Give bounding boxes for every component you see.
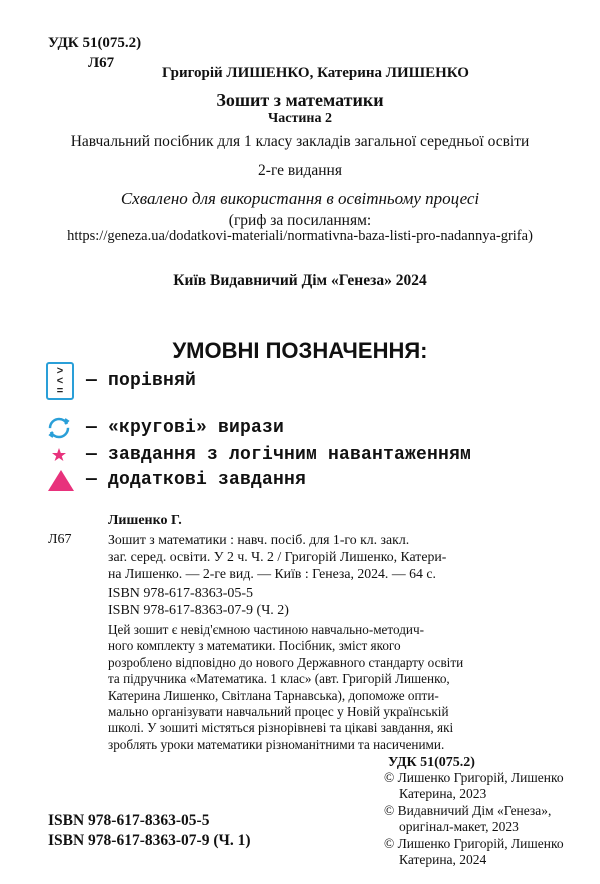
publisher-line: Київ Видавничий Дім «Генеза» 2024 bbox=[173, 272, 427, 289]
catalog-udk: УДК 51(075.2) bbox=[388, 755, 475, 770]
grif-note: (гриф за посиланням: bbox=[228, 212, 372, 229]
star-icon bbox=[46, 442, 86, 468]
compare-icon: > < = bbox=[46, 368, 86, 394]
grif-url: https://geneza.ua/dodatkovi-materiali/normativna-baza-listi-pro-nadannya-grifa) bbox=[67, 228, 533, 244]
copyright-line: Катерина, 2024 bbox=[399, 852, 487, 868]
annotation-line: школі. У зошиті містяться різнорівневі та цікаві завдання, які bbox=[108, 720, 454, 736]
catalog-isbn: ISBN 978-617-8363-05-5 bbox=[108, 586, 254, 601]
legend-item-label: — завдання з логічним навантаженням bbox=[86, 445, 472, 465]
catalog-annotation bbox=[108, 622, 463, 753]
catalog-description-line: заг. серед. освіти. У 2 ч. Ч. 2 / Григорій Лишенко, Катери- bbox=[108, 549, 447, 564]
catalog-description-line: на Лишенко. — 2-ге вид. — Київ : Генеза, 2024. — 64 с. bbox=[108, 566, 436, 581]
catalog-author: Лишенко Г. bbox=[108, 513, 182, 528]
catalog-description-line: Зошит з математики : навч. посіб. для 1-го кл. закл. bbox=[108, 532, 410, 547]
catalog-library-code: Л67 bbox=[48, 532, 72, 547]
triangle-icon bbox=[46, 467, 86, 493]
authors-line: Григорій ЛИШЕНКО, Катерина ЛИШЕНКО bbox=[162, 65, 469, 81]
legend-title: УМОВНІ ПОЗНАЧЕННЯ: bbox=[172, 338, 428, 363]
copyright-block bbox=[384, 770, 564, 868]
catalog-isbn: ISBN 978-617-8363-07-9 (Ч. 2) bbox=[108, 603, 289, 618]
annotation-line: мально організувати навчальний процес у Новій українській bbox=[108, 704, 449, 720]
annotation-line: Катерина Лишенко, Світлана Тарнавська), допоможе опти- bbox=[108, 687, 439, 703]
circle-arrows-icon bbox=[46, 415, 86, 441]
legend-item-triangle bbox=[46, 467, 306, 493]
legend-item-label: — додаткові завдання bbox=[86, 470, 307, 490]
book-part: Частина 2 bbox=[268, 111, 332, 126]
bottom-isbn: ISBN 978-617-8363-07-9 (Ч. 1) bbox=[48, 832, 251, 849]
catalog-isbn-list bbox=[108, 585, 289, 619]
bottom-isbn: ISBN 978-617-8363-05-5 bbox=[48, 812, 210, 829]
copyright-line: © Лишенко Григорій, Лишенко bbox=[384, 770, 564, 785]
annotation-line: розроблено відповідно до нового Державного стандарту освіти bbox=[108, 654, 464, 670]
legend-item-compare bbox=[46, 365, 197, 397]
copyright-line: Катерина, 2023 bbox=[399, 786, 487, 802]
legend-item-star bbox=[46, 442, 471, 468]
annotation-line: зроблять уроки математики різноманітними та насиченими. bbox=[108, 736, 445, 752]
legend-item-label: — порівняй bbox=[86, 371, 197, 391]
catalog-description bbox=[108, 531, 446, 582]
legend-item-circle bbox=[46, 415, 284, 441]
annotation-line: Цей зошит є невід'ємною частиною навчально-методич- bbox=[108, 622, 425, 637]
annotation-line: ного комплекту з математики. Посібник, зміст якого bbox=[108, 638, 401, 654]
copyright-line: оригінал-макет, 2023 bbox=[399, 819, 519, 835]
copyright-line: © Видавничий Дім «Генеза», bbox=[384, 802, 552, 818]
legend-item-label: — «кругові» вирази bbox=[86, 418, 285, 438]
bottom-isbn-list bbox=[48, 811, 251, 851]
copyright-line: © Лишенко Григорій, Лишенко bbox=[384, 835, 564, 851]
edition: 2-ге видання bbox=[258, 162, 342, 179]
annotation-line: та підручника «Математика. 1 клас» (авт. Григорій Лишенко, bbox=[108, 671, 450, 687]
book-subtitle: Навчальний посібник для 1 класу закладів загальної середньої освіти bbox=[70, 133, 530, 150]
approval-note: Схвалено для використання в освітньому процесі bbox=[120, 189, 480, 208]
udk-code-top: УДК 51(075.2) bbox=[48, 35, 142, 51]
book-title: Зошит з математики bbox=[216, 90, 384, 110]
library-code-top: Л67 bbox=[88, 55, 115, 71]
